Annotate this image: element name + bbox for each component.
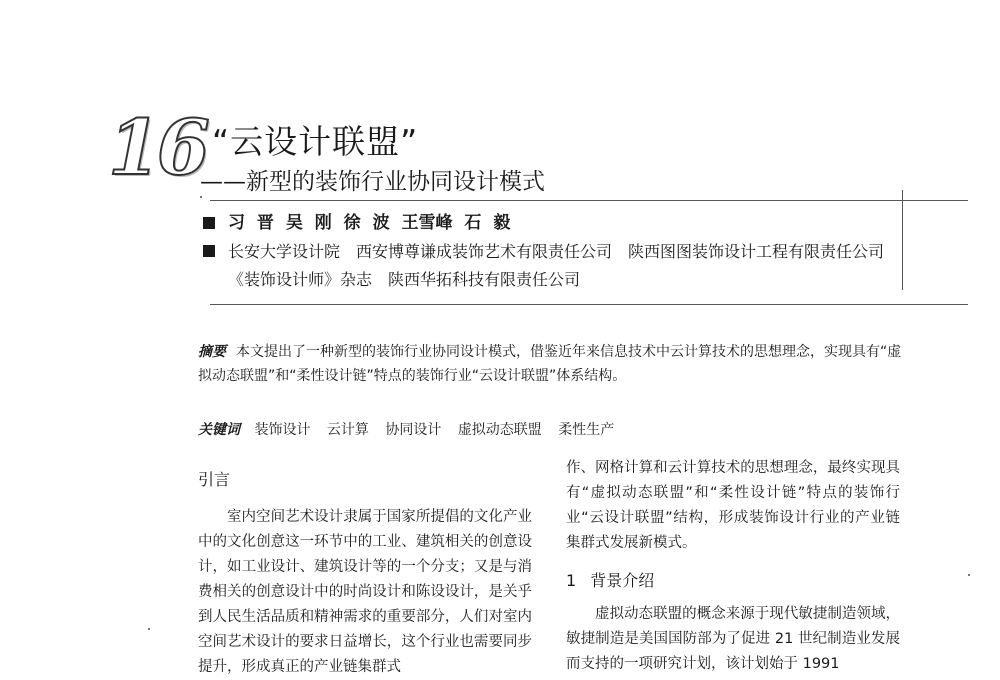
left-column: [198, 467, 532, 680]
affiliations-bullet-icon: [203, 245, 215, 257]
section-1-number: 1: [566, 571, 577, 590]
intro-paragraph: 室内空间艺术设计隶属于国家所提倡的文化产业中的文化创意这一环节中的工业、建筑相关的创意设计，如工业设计、建筑设计等的一个分支；又是与消费相关的创意设计中的时尚设计和陈设设计，是关乎到人民生活品质和精神需求的重要部分，人们对室内空间艺术设计的要求日益增长，这个行业也需要同步提升，形成真正的产业链集群式: [198, 509, 532, 675]
scan-speck: [200, 196, 202, 198]
section-1-heading: [566, 568, 900, 594]
left-column-viewport: [198, 467, 538, 675]
keyword-item: 装饰设计: [254, 422, 311, 438]
section-1-title: 背景介绍: [590, 571, 655, 590]
article-title: “云设计联盟”: [212, 122, 419, 161]
keyword-item: 协同设计: [385, 422, 442, 438]
scan-speck: [148, 628, 150, 630]
intro-continuation: 作、网格计算和云计算技术的思想理念，最终实现具有“虚拟动态联盟”和“柔性设计链”特点的装饰行业“云设计联盟”结构，形成装饰设计行业的产业链集群式发展新模式。: [566, 460, 900, 551]
header-rule-bottom: [210, 304, 968, 305]
keywords: [198, 418, 906, 442]
section-1-paragraph: 虚拟动态联盟的概念来源于现代敏捷制造领域，敏捷制造是美国国防部为了促进 21 世纪制造业发展而支持的一项研究计划，该计划始于 1991: [566, 606, 900, 672]
keywords-label: 关键词: [198, 422, 240, 438]
abstract: [198, 340, 906, 388]
intro-heading: 引言: [198, 470, 231, 489]
affiliation-list: 长安大学设计院 西安博尊谦成装饰艺术有限责任公司 陕西图图装饰设计工程有限责任公司 《装饰设计师》杂志 陕西华拓科技有限责任公司: [228, 242, 901, 289]
chapter-number: 16: [108, 103, 206, 192]
abstract-text: 本文提出了一种新型的装饰行业协同设计模式，借鉴近年来信息技术中云计算技术的思想理念，实现具有“虚拟动态联盟”和“柔性设计链”特点的装饰行业“云设计联盟”体系结构。: [198, 344, 902, 384]
article-subtitle: ——新型的装饰行业协同设计模式: [200, 169, 545, 195]
right-column: [566, 456, 900, 677]
header-rule-top: [210, 200, 968, 201]
abstract-label: 摘要: [198, 344, 226, 360]
authors-bullet-icon: [203, 217, 215, 229]
scan-speck: [968, 574, 970, 576]
keyword-item: 柔性生产: [558, 422, 615, 438]
author-list: 习 晋 吴 刚 徐 波 王雪峰 石 毅: [228, 213, 511, 233]
right-column-viewport: [566, 456, 906, 672]
keyword-item: 云计算: [326, 422, 369, 438]
keyword-item: 虚拟动态联盟: [457, 422, 542, 438]
